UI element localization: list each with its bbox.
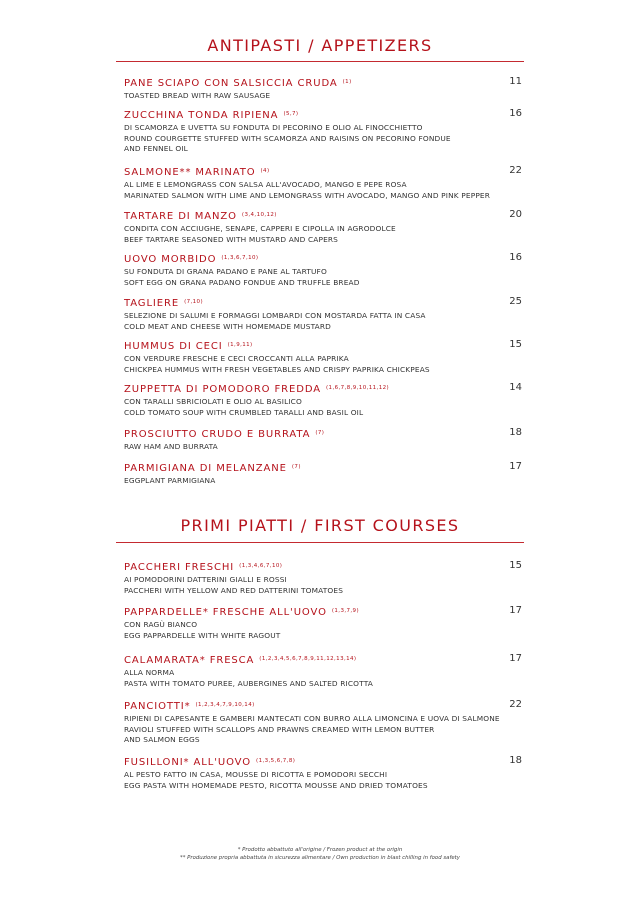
item-name [124, 461, 524, 475]
item-title: UOVO MORBIDO [124, 254, 217, 265]
item-description: CHICKPEA HUMMUS WITH FRESH VEGETABLES AND CRISPY PAPRIKA CHICKPEAS [124, 364, 430, 374]
item-description: DI SCAMORZA E UVETTA SU FONDUTA DI PECORINO E OLIO AL FINOCCHIETTO [124, 123, 423, 132]
item-name [124, 339, 524, 353]
item-allergens: (1,2,3,4,7,9,10,14) [195, 702, 255, 708]
item-description: EGGPLANT PARMIGIANA [124, 476, 216, 485]
item-name [124, 252, 524, 266]
menu-item [124, 108, 524, 155]
item-name [124, 76, 524, 90]
primi-title: PRIMI PIATTI / FIRST COURSES [180, 516, 460, 535]
item-title: SALMONE** MARINATO [124, 167, 256, 178]
item-description: CON VERDURE FRESCHE E CECI CROCCANTI ALLA PAPRIKA [124, 354, 349, 363]
item-title: HUMMUS DI CECI [124, 341, 223, 352]
item-description: AND SALMON EGGS [124, 735, 200, 744]
item-description: AL LIME E LEMONGRASS CON SALSA ALL'AVOCADO, MANGO E PEPE ROSA [124, 180, 407, 189]
item-allergens: (1,3,4,6,7,10) [239, 563, 283, 569]
item-description: ROUND COURGETTE STUFFED WITH SCAMORZA AND RAISINS ON PECORINO FONDUE [124, 133, 451, 143]
item-name [124, 165, 524, 179]
item-price: 25 [509, 296, 522, 307]
item-allergens: (7) [315, 430, 325, 436]
item-title: PACCHERI FRESCHI [124, 562, 235, 573]
item-name [124, 209, 524, 223]
item-name [124, 382, 524, 396]
item-title: TARTARE DI MANZO [124, 211, 237, 222]
item-description: RAVIOLI STUFFED WITH SCALLOPS AND PRAWNS CREAMED WITH LEMON BUTTER [124, 724, 435, 734]
menu-item [124, 165, 524, 201]
item-price: 20 [509, 209, 522, 220]
item-price: 11 [509, 76, 522, 87]
menu-item [124, 382, 524, 418]
item-title: ZUCCHINA TONDA RIPIENA [124, 110, 279, 121]
menu-item [124, 560, 524, 596]
item-allergens: (7,10) [184, 299, 204, 305]
item-allergens: (4) [260, 168, 270, 174]
item-description: EGG PAPPARDELLE WITH WHITE RAGOUT [124, 630, 281, 640]
item-title: PANCIOTTI* [124, 701, 191, 712]
footnote-frozen: * Prodotto abbattuto all'origine / Frozen product at the origin [237, 847, 403, 853]
item-price: 18 [509, 755, 522, 766]
item-price: 16 [509, 252, 522, 263]
item-description: EGG PASTA WITH HOMEMADE PESTO, RICOTTA MOUSSE AND DRIED TOMATOES [124, 780, 428, 790]
item-allergens: (1,6,7,8,9,10,11,12) [326, 385, 390, 391]
item-allergens: (1,3,6,7,10) [221, 255, 259, 261]
item-price: 15 [509, 339, 522, 350]
item-allergens: (7) [291, 464, 301, 470]
item-title: PARMIGIANA DI MELANZANE [124, 463, 287, 474]
item-title: ZUPPETTA DI POMODORO FREDDA [124, 384, 322, 395]
menu-item [124, 339, 524, 375]
item-name [124, 653, 524, 667]
item-description: BEEF TARTARE SEASONED WITH MUSTARD AND CAPERS [124, 234, 339, 244]
item-name [124, 699, 524, 713]
item-description: TOASTED BREAD WITH RAW SAUSAGE [124, 91, 271, 100]
item-title: FUSILLONI* ALL'UOVO [124, 757, 252, 768]
item-description: SU FONDUTA DI GRANA PADANO E PANE AL TARTUFO [124, 267, 327, 276]
menu-item [124, 296, 524, 332]
item-price: 17 [509, 605, 522, 616]
item-allergens: (3,4,10,12) [241, 212, 277, 218]
item-description: AL PESTO FATTO IN CASA, MOUSSE DI RICOTTA E POMODORI SECCHI [124, 770, 388, 779]
item-title: PROSCIUTTO CRUDO E BURRATA [124, 429, 311, 440]
item-description: AND FENNEL OIL [124, 144, 188, 153]
item-allergens: (5,7) [283, 111, 299, 117]
item-allergens: (1,2,3,4,5,6,7,8,9,11,12,13,14) [259, 656, 357, 662]
item-allergens: (1,3,5,6,7,8) [256, 758, 296, 764]
item-price: 22 [509, 699, 522, 710]
item-price: 14 [509, 382, 522, 393]
item-title: TAGLIERE [124, 298, 180, 309]
item-description: COLD MEAT AND CHEESE WITH HOMEMADE MUSTARD [124, 321, 331, 331]
item-description: CON TARALLI SBRICIOLATI E OLIO AL BASILICO [124, 397, 302, 406]
item-name [124, 560, 524, 574]
item-allergens: (1,3,7,9) [331, 608, 359, 614]
item-description: SOFT EGG ON GRANA PADANO FONDUE AND TRUFFLE BREAD [124, 277, 360, 287]
item-price: 22 [509, 165, 522, 176]
item-name [124, 296, 524, 310]
item-title: CALAMARATA* FRESCA [124, 655, 255, 666]
item-description: MARINATED SALMON WITH LIME AND LEMONGRASS WITH AVOCADO, MANGO AND PINK PEPPER [124, 190, 491, 200]
item-name [124, 427, 524, 441]
item-price: 17 [509, 461, 522, 472]
item-name [124, 605, 524, 619]
footnotes [0, 847, 640, 862]
menu-item [124, 699, 524, 746]
item-title: PANE SCIAPO CON SALSICCIA CRUDA [124, 78, 338, 89]
item-title: PAPPARDELLE* FRESCHE ALL'UOVO [124, 607, 327, 618]
item-description: PASTA WITH TOMATO PUREE, AUBERGINES AND SALTED RICOTTA [124, 678, 373, 688]
menu-item [124, 209, 524, 245]
item-description: RIPIENI DI CAPESANTE E GAMBERI MANTECATI CON BURRO ALLA LIMONCINA E UOVA DI SALMONE [124, 714, 500, 723]
item-description: ALLA NORMA [124, 668, 175, 677]
item-name [124, 108, 524, 122]
item-price: 16 [509, 108, 522, 119]
item-description: CON RAGÙ BIANCO [124, 620, 198, 629]
primi-divider [116, 542, 524, 543]
item-description: RAW HAM AND BURRATA [124, 442, 218, 451]
item-description: AI POMODORINI DATTERINI GIALLI E ROSSI [124, 575, 287, 584]
antipasti-title: ANTIPASTI / APPETIZERS [207, 36, 433, 55]
item-price: 15 [509, 560, 522, 571]
item-description: COLD TOMATO SOUP WITH CRUMBLED TARALLI AND BASIL OIL [124, 407, 364, 417]
item-description: PACCHERI WITH YELLOW AND RED DATTERINI TOMATOES [124, 585, 344, 595]
menu-item [124, 605, 524, 641]
menu-item [124, 76, 524, 102]
item-name [124, 755, 524, 769]
item-price: 18 [509, 427, 522, 438]
footnote-blast-chilled: ** Produzione propria abbattuta in sicurezza alimentare / Own production in blast chilling in food safety [180, 854, 460, 861]
antipasti-divider [116, 61, 524, 62]
menu-item [124, 252, 524, 288]
item-allergens: (1,9,11) [227, 342, 253, 348]
menu-item [124, 461, 524, 487]
menu-item [124, 653, 524, 689]
item-description: SELEZIONE DI SALUMI E FORMAGGI LOMBARDI CON MOSTARDA FATTA IN CASA [124, 311, 426, 320]
item-price: 17 [509, 653, 522, 664]
item-description: CONDITA CON ACCIUGHE, SENAPE, CAPPERI E CIPOLLA IN AGRODOLCE [124, 224, 396, 233]
menu-item [124, 427, 524, 453]
menu-item [124, 755, 524, 791]
item-allergens: (1) [342, 79, 352, 85]
